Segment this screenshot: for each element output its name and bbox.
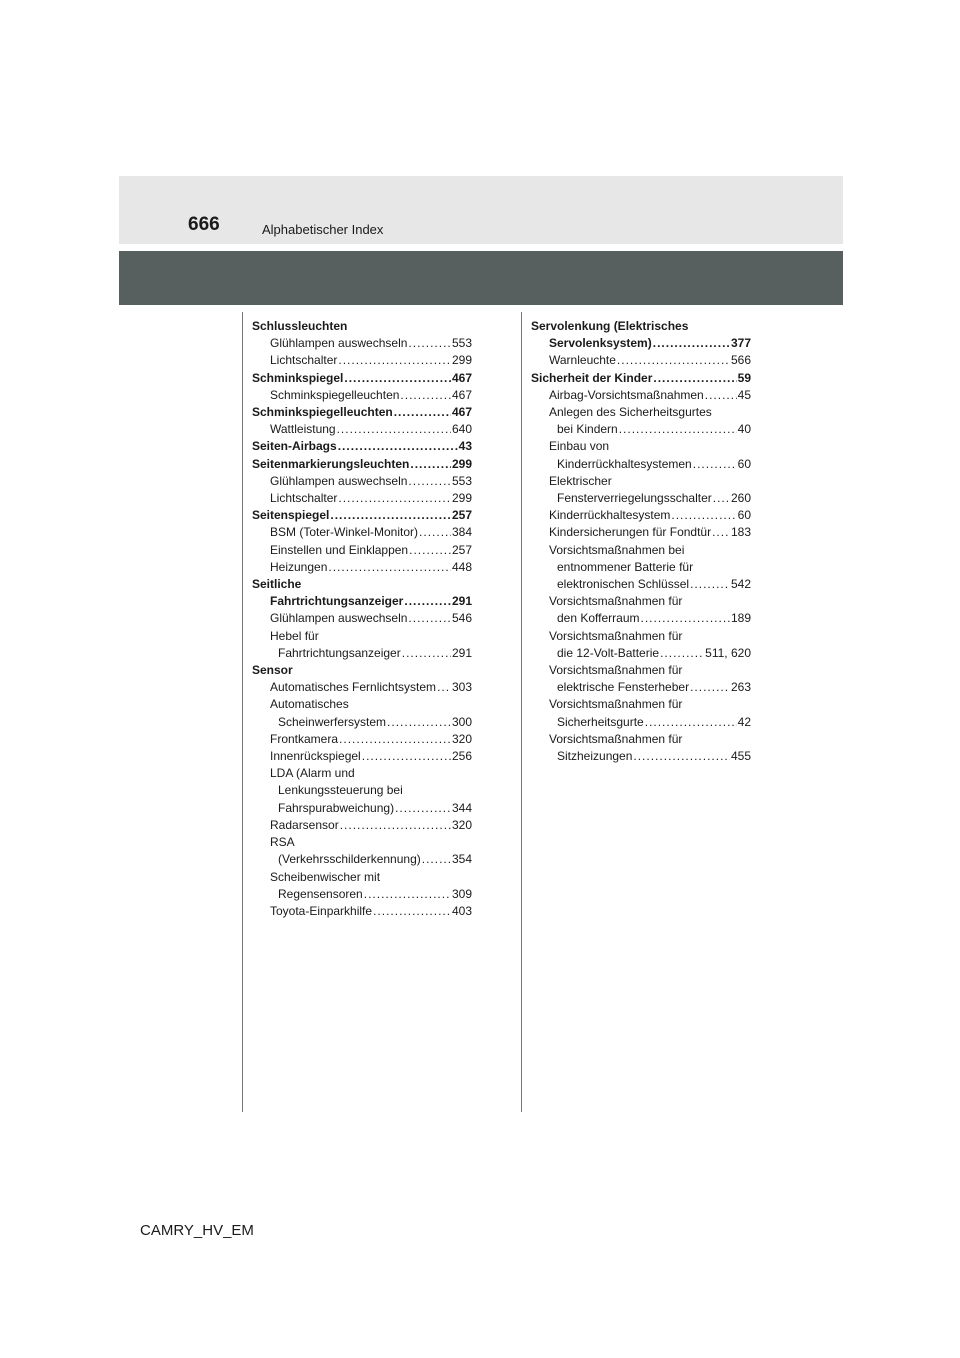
dot-leader: [437, 679, 451, 696]
index-entry-text: Airbag-Vorsichtsmaßnahmen: [549, 387, 704, 402]
dot-leader: [713, 490, 730, 507]
index-entry-page: 467: [451, 387, 472, 402]
index-entry-text: Sicherheit der Kinder: [531, 370, 653, 385]
index-entry-text: Einstellen und Einklappen: [270, 542, 409, 557]
index-entry: [252, 352, 472, 369]
index-entry-page: 43: [458, 439, 472, 454]
index-entry: [252, 438, 472, 455]
dot-leader: [671, 507, 736, 524]
index-entry-page: 455: [730, 749, 751, 764]
index-entry: [252, 610, 472, 627]
index-entry-text: Innenrückspiegel: [270, 749, 361, 764]
dot-leader: [400, 387, 451, 404]
index-entry-text: Scheinwerfersystem: [278, 714, 387, 729]
dot-leader: [362, 748, 451, 765]
index-entry: [252, 404, 472, 421]
index-entry-page: 291: [451, 645, 472, 660]
index-entry-page: 189: [730, 611, 751, 626]
index-entry: [252, 731, 472, 748]
index-entry-text: RSA: [270, 835, 295, 850]
index-entry: [252, 662, 472, 679]
dot-leader: [395, 800, 451, 817]
index-entry: [531, 490, 751, 507]
index-entry: [531, 335, 751, 352]
index-entry-page: 299: [451, 456, 472, 471]
dot-leader: [408, 473, 451, 490]
index-entry-page: 260: [730, 491, 751, 506]
index-entry: [531, 593, 751, 610]
index-entry-page: 257: [451, 508, 472, 523]
index-entry: [252, 886, 472, 903]
index-entry-page: 320: [451, 731, 472, 746]
dot-leader: [373, 903, 451, 920]
index-entry-text: Seitenspiegel: [252, 508, 330, 523]
dot-leader: [653, 335, 730, 352]
index-entry-text: Kindersicherungen für Fondtür: [549, 525, 712, 540]
index-entry-text: Hebel für: [270, 628, 319, 643]
index-entry-text: elektronischen Schlüssel: [557, 577, 690, 592]
index-entry-page: 354: [451, 852, 472, 867]
dot-leader: [633, 748, 730, 765]
index-entry: [252, 490, 472, 507]
index-entry: [252, 507, 472, 524]
index-entry: [531, 559, 751, 576]
index-entry-text: Kinderrückhaltesystem: [549, 508, 671, 523]
index-entry-page: 320: [451, 817, 472, 832]
index-entry: [531, 352, 751, 369]
index-entry-text: Automatisches: [270, 697, 349, 712]
index-entry: [531, 662, 751, 679]
index-entry: [531, 473, 751, 490]
dot-leader: [712, 524, 730, 541]
index-entry: [252, 782, 472, 799]
index-entry-text: Sitzheizungen: [557, 749, 633, 764]
dot-leader: [660, 645, 704, 662]
index-entry-page: 553: [451, 473, 472, 488]
index-column-left: [252, 318, 472, 920]
index-entry-text: Radarsensor: [270, 817, 339, 832]
index-entry-text: den Kofferraum: [557, 611, 640, 626]
index-entry: [531, 628, 751, 645]
dot-leader: [404, 593, 451, 610]
index-entry-text: Sicherheitsgurte: [557, 714, 644, 729]
dot-leader: [409, 542, 451, 559]
index-entry: [531, 645, 751, 662]
index-entry-page: 403: [451, 903, 472, 918]
index-entry-text: Glühlampen auswechseln: [270, 336, 408, 351]
dot-leader: [402, 645, 451, 662]
index-entry-text: Schminkspiegelleuchten: [270, 387, 400, 402]
dot-leader: [344, 370, 451, 387]
index-entry: [531, 438, 751, 455]
index-entry-page: 257: [451, 542, 472, 557]
index-entry: [252, 421, 472, 438]
index-entry: [531, 748, 751, 765]
header-band: [119, 176, 843, 244]
index-entry-text: elektrische Fensterheber: [557, 680, 690, 695]
right-column-rule: [521, 312, 522, 1112]
index-entry-text: Regensensoren: [278, 886, 363, 901]
index-entry-text: Vorsichtsmaßnahmen für: [549, 663, 683, 678]
index-entry-text: Toyota-Einparkhilfe: [270, 903, 373, 918]
index-entry: [531, 714, 751, 731]
dot-leader: [338, 490, 451, 507]
index-entry: [531, 404, 751, 421]
index-entry: [252, 800, 472, 817]
index-entry: [252, 748, 472, 765]
index-entry: [531, 318, 751, 335]
index-entry: [531, 576, 751, 593]
dot-leader: [408, 335, 451, 352]
index-entry-page: 59: [737, 370, 751, 385]
dot-leader: [617, 352, 730, 369]
index-entry: [531, 387, 751, 404]
dot-leader: [338, 438, 458, 455]
index-entry-text: Schlussleuchten: [252, 319, 348, 333]
index-entry: [252, 335, 472, 352]
index-entry-text: Elektrischer: [549, 473, 612, 488]
dot-leader: [387, 714, 451, 731]
header-dark-band: [119, 251, 843, 305]
index-entry: [252, 542, 472, 559]
index-entry-text: Anlegen des Sicherheitsgurtes: [549, 405, 712, 420]
index-entry-text: Kinderrückhaltesystemen: [557, 456, 692, 471]
dot-leader: [422, 851, 451, 868]
index-entry-text: Fahrtrichtungsanzeiger: [278, 645, 401, 660]
index-entry-page: 40: [737, 422, 751, 437]
index-entry-text: die 12-Volt-Batterie: [557, 645, 660, 660]
index-entry-text: Fahrspurabweichung): [278, 800, 395, 815]
dot-leader: [645, 714, 737, 731]
dot-leader: [328, 559, 451, 576]
index-entry: [252, 869, 472, 886]
index-entry-text: Vorsichtsmaßnahmen für: [549, 594, 683, 609]
dot-leader: [408, 610, 451, 627]
index-entry-text: Automatisches Fernlichtsystem: [270, 680, 437, 695]
index-entry-text: Glühlampen auswechseln: [270, 473, 408, 488]
index-entry-text: Servolenkung (Elektrisches: [531, 319, 689, 333]
index-entry-page: 640: [451, 422, 472, 437]
dot-leader: [653, 370, 736, 387]
index-entry-page: 183: [730, 525, 751, 540]
index-entry-text: Lichtschalter: [270, 491, 338, 506]
index-entry: [531, 610, 751, 627]
dot-leader: [690, 576, 730, 593]
index-column-right: [531, 318, 751, 765]
index-entry: [531, 524, 751, 541]
dot-leader: [410, 456, 451, 473]
index-entry-page: 553: [451, 336, 472, 351]
index-entry-page: 291: [451, 594, 472, 609]
index-entry-page: 42: [737, 714, 751, 729]
index-entry-page: 511, 620: [705, 645, 751, 660]
index-entry-page: 60: [737, 456, 751, 471]
index-entry: [531, 421, 751, 438]
index-entry: [531, 370, 751, 387]
index-entry-page: 467: [451, 370, 472, 385]
index-entry-text: Servolenksystem): [549, 336, 652, 351]
index-entry: [252, 370, 472, 387]
index-entry-text: Vorsichtsmaßnahmen für: [549, 697, 683, 712]
index-entry-text: Schminkspiegel: [252, 370, 344, 385]
index-entry: [531, 542, 751, 559]
index-entry-text: BSM (Toter-Winkel-Monitor): [270, 525, 419, 540]
index-entry-text: Vorsichtsmaßnahmen für: [549, 628, 683, 643]
index-entry-page: 300: [451, 714, 472, 729]
index-entry-text: Vorsichtsmaßnahmen für: [549, 731, 683, 746]
index-entry: [531, 507, 751, 524]
dot-leader: [690, 679, 730, 696]
index-entry: [531, 456, 751, 473]
index-entry: [252, 851, 472, 868]
dot-leader: [337, 421, 451, 438]
document-code: CAMRY_HV_EM: [140, 1222, 254, 1239]
index-entry-text: Frontkamera: [270, 731, 339, 746]
index-entry: [252, 765, 472, 782]
index-entry: [531, 731, 751, 748]
index-entry-text: Sensor: [252, 663, 293, 678]
index-entry: [252, 679, 472, 696]
index-entry: [252, 524, 472, 541]
dot-leader: [641, 610, 730, 627]
page-number: 666: [188, 214, 220, 235]
index-entry-page: 546: [451, 611, 472, 626]
index-entry-text: Lichtschalter: [270, 353, 338, 368]
index-entry-text: Seiten-Airbags: [252, 439, 337, 454]
index-entry-text: Warnleuchte: [549, 353, 616, 368]
index-entry: [252, 318, 472, 335]
index-entry: [252, 387, 472, 404]
index-entry: [252, 593, 472, 610]
index-entry: [252, 628, 472, 645]
index-entry-page: 303: [451, 680, 472, 695]
index-entry-text: Lenkungssteuerung bei: [278, 783, 403, 798]
index-entry-text: Heizungen: [270, 559, 328, 574]
index-entry-page: 299: [451, 491, 472, 506]
index-entry-page: 467: [451, 405, 472, 420]
index-entry-text: Seitliche: [252, 577, 302, 592]
dot-leader: [394, 404, 451, 421]
index-entry-text: Schminkspiegelleuchten: [252, 405, 393, 420]
dot-leader: [619, 421, 737, 438]
index-entry: [531, 696, 751, 713]
index-entry: [252, 834, 472, 851]
index-entry-page: 448: [451, 559, 472, 574]
index-entry-page: 542: [730, 577, 751, 592]
index-entry-text: Scheibenwischer mit: [270, 869, 381, 884]
index-entry-page: 344: [451, 800, 472, 815]
index-entry: [252, 714, 472, 731]
index-entry-text: Fahrtrichtungsanzeiger: [270, 594, 404, 609]
dot-leader: [339, 731, 451, 748]
dot-leader: [705, 387, 737, 404]
dot-leader: [340, 817, 451, 834]
index-entry: [252, 456, 472, 473]
index-entry-text: Fensterverriegelungsschalter: [557, 491, 712, 506]
left-column-rule: [242, 312, 243, 1112]
dot-leader: [330, 507, 451, 524]
index-entry: [252, 576, 472, 593]
dot-leader: [693, 456, 737, 473]
index-entry-text: Glühlampen auswechseln: [270, 611, 408, 626]
index-entry-text: Vorsichtsmaßnahmen bei: [549, 542, 685, 557]
dot-leader: [419, 524, 451, 541]
index-entry-page: 60: [737, 508, 751, 523]
index-entry-text: (Verkehrsschilderkennung): [278, 852, 421, 867]
index-entry-text: Seitenmarkierungsleuchten: [252, 456, 410, 471]
index-entry-text: entnommener Batterie für: [557, 559, 694, 574]
index-entry-text: LDA (Alarm und: [270, 766, 355, 781]
index-entry-page: 384: [451, 525, 472, 540]
index-entry-text: Einbau von: [549, 439, 610, 454]
index-entry: [252, 559, 472, 576]
dot-leader: [364, 886, 451, 903]
index-entry-page: 45: [737, 387, 751, 402]
index-entry-page: 309: [451, 886, 472, 901]
index-entry-page: 256: [451, 749, 472, 764]
index-entry: [252, 645, 472, 662]
index-entry: [252, 473, 472, 490]
index-entry: [252, 696, 472, 713]
dot-leader: [338, 352, 451, 369]
index-entry-page: 299: [451, 353, 472, 368]
index-entry: [252, 903, 472, 920]
index-entry: [252, 817, 472, 834]
section-title: Alphabetischer Index: [262, 222, 384, 237]
index-entry-text: bei Kindern: [557, 422, 618, 437]
index-entry-page: 377: [730, 336, 751, 351]
index-entry-page: 263: [730, 680, 751, 695]
index-entry-text: Wattleistung: [270, 422, 336, 437]
index-entry-page: 566: [730, 353, 751, 368]
index-entry: [531, 679, 751, 696]
